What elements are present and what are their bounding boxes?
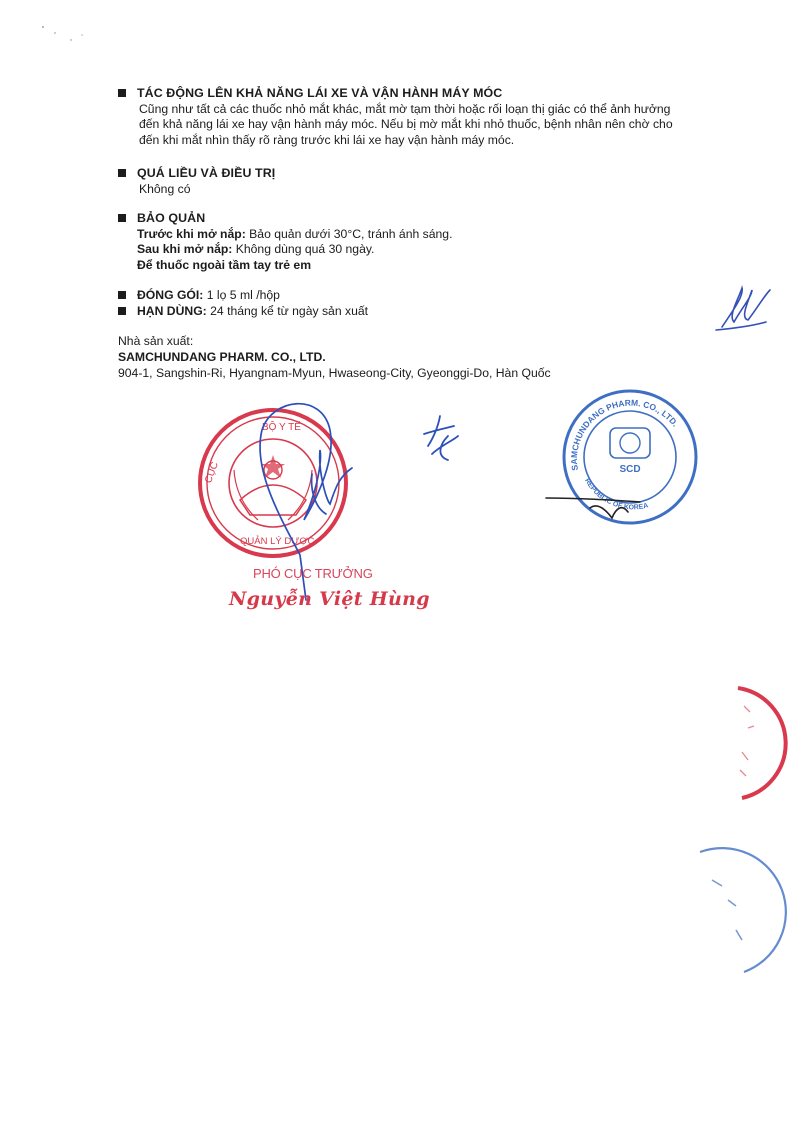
driving-line: đến khả năng lái xe hay vận hành máy móc. Nếu bị mờ mắt khi nhỏ thuốc, bệnh nhân nên chờ cho xyxy=(139,117,673,131)
center-initials-icon xyxy=(424,416,458,460)
storage-after-text: Không dùng quá 30 ngày. xyxy=(232,242,375,256)
company-seal-ring-bottom: REPUBLIC OF KOREA xyxy=(583,477,650,512)
manufacturer-address: 904-1, Sangshin-Ri, Hyangnam-Myun, Hwaseong-City, Gyeonggi-Do, Hàn Quốc xyxy=(118,366,551,380)
packaging-text: 1 lọ 5 ml /hộp xyxy=(203,288,280,302)
storage-heading: BẢO QUẢN xyxy=(137,211,206,225)
driving-heading: TÁC ĐỘNG LÊN KHẢ NĂNG LÁI XE VÀ VẬN HÀNH MÁY MÓC xyxy=(137,86,503,100)
scan-specks xyxy=(42,26,83,41)
expiry-text: 24 tháng kể từ ngày sản xuất xyxy=(206,303,369,318)
expiry-label: HẠN DÙNG: xyxy=(137,303,207,318)
partial-red-seal-icon xyxy=(738,688,786,798)
overdose-text: Không có xyxy=(139,181,191,196)
manufacturer-name: SAMCHUNDANG PHARM. CO., LTD. xyxy=(118,350,326,364)
company-seal-icon xyxy=(564,391,696,523)
storage-before-text: Bảo quản dưới 30°C, tránh ánh sáng. xyxy=(245,226,453,241)
approval-signatory: Nguyễn Việt Hùng xyxy=(229,588,430,610)
driving-line: Cũng như tất cả các thuốc nhỏ mắt khác, mắt mờ tạm thời hoặc rối loạn thị giác có thể ảnh hưởng xyxy=(139,101,671,116)
overdose-heading: QUÁ LIỀU VÀ ĐIỀU TRỊ xyxy=(137,166,276,180)
seal-top-text: BỘ Y TẾ xyxy=(262,422,301,433)
initials-signature-icon xyxy=(716,288,770,330)
approval-title: PHÓ CỤC TRƯỞNG xyxy=(253,566,373,581)
packaging-label: ĐÓNG GÓI: xyxy=(137,288,204,302)
seal-bottom-text: QUẢN LÝ DƯỢC xyxy=(240,536,315,547)
ministry-seal-icon xyxy=(200,410,346,556)
storage-children-note: Để thuốc ngoài tầm tay trẻ em xyxy=(137,257,312,272)
storage-after-label: Sau khi mở nắp: xyxy=(137,242,233,256)
storage-before-label: Trước khi mở nắp: xyxy=(137,226,246,241)
company-seal-logo-text: SCD xyxy=(619,464,641,475)
manufacturer-label: Nhà sản xuất: xyxy=(118,334,194,348)
seal-left-text: CỤC xyxy=(203,460,221,485)
partial-blue-seal-icon xyxy=(700,848,786,972)
company-seal-ring-text: SAMCHUNDANG PHARM. CO., LTD. xyxy=(568,397,681,472)
driving-line: đến khi mắt nhìn thấy rõ ràng trước khi lái xe hay vận hành máy móc. xyxy=(139,132,515,147)
